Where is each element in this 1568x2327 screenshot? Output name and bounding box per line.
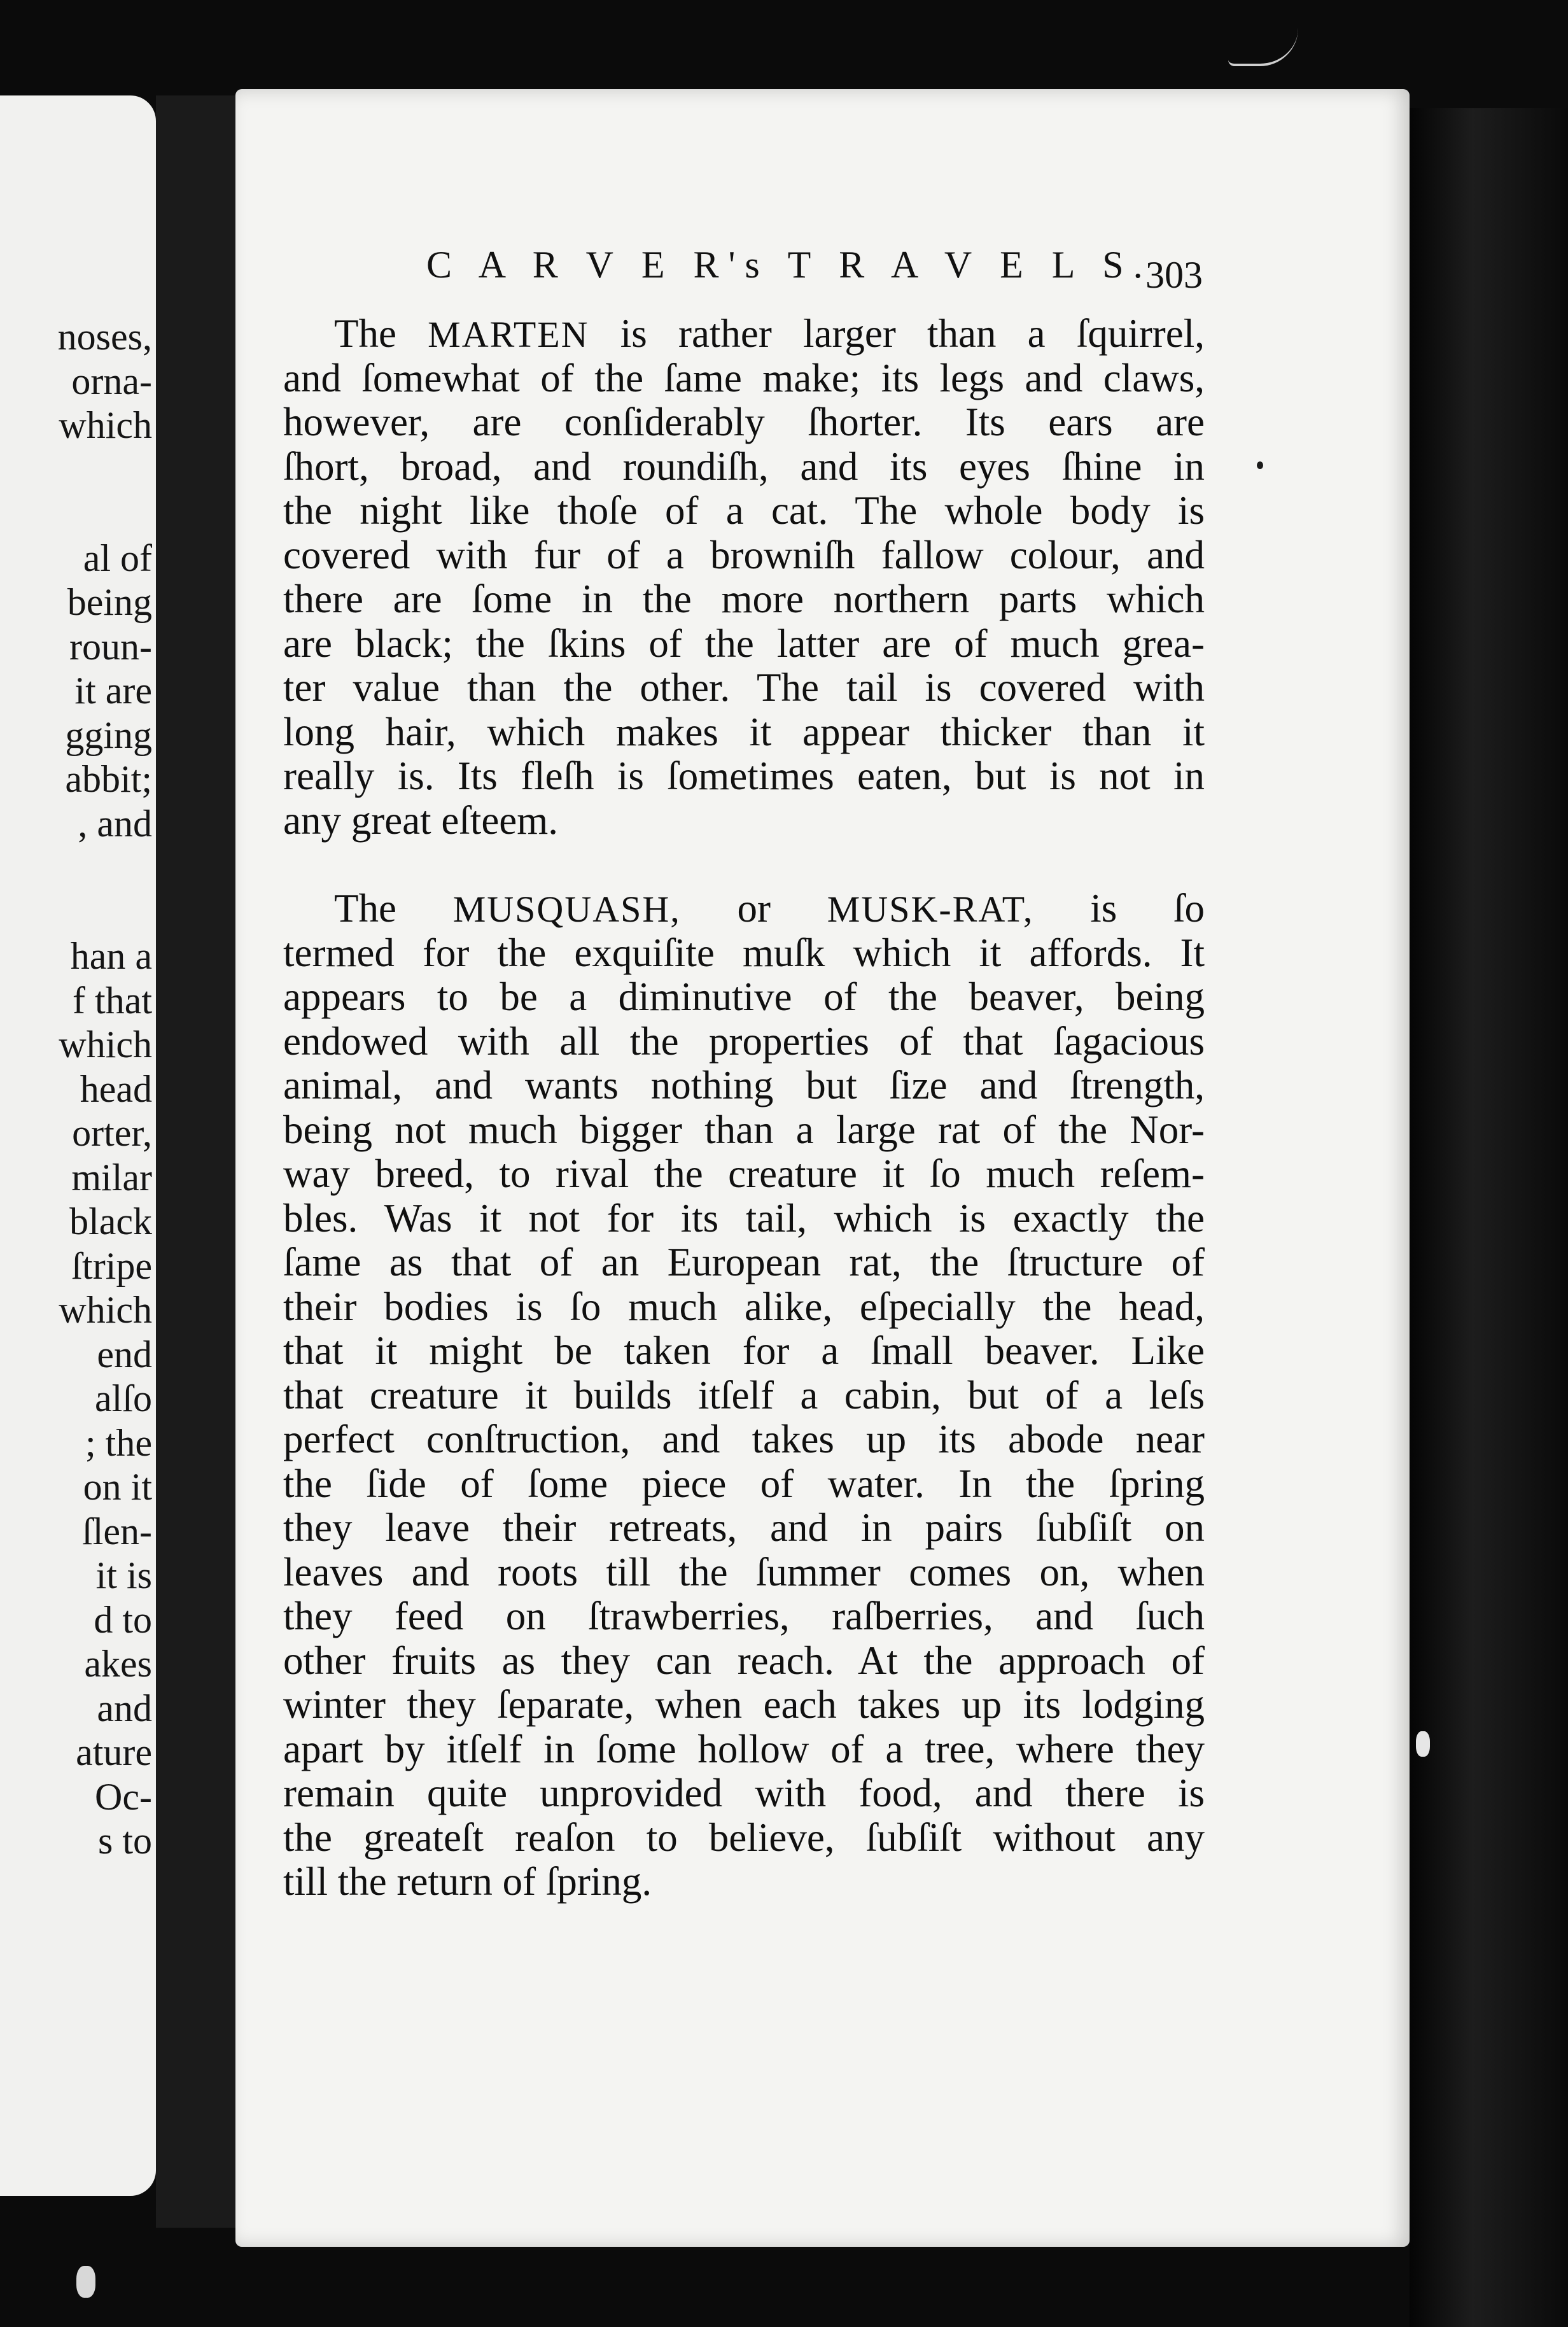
text-line: appears to be a diminutive of the beaver, being — [283, 974, 1205, 1019]
previous-page-line: it is — [95, 1554, 152, 1596]
text-fragment: is rather larger than a ſquirrel, — [589, 311, 1205, 356]
previous-page-line: and — [97, 1687, 152, 1729]
text-line: way breed, to rival the creature it ſo much reſem- — [283, 1151, 1205, 1196]
previous-page-line: Oc- — [95, 1775, 152, 1818]
text-line: the night like thoſe of a cat. The whole body is — [283, 488, 1205, 533]
text-line: however, are conſiderably ſhorter. Its ears are — [283, 400, 1205, 444]
scan-speck — [1257, 461, 1263, 469]
text-line: the ſide of ſome piece of water. In the ſpring — [283, 1461, 1205, 1506]
text-line: and ſomewhat of the ſame make; its legs and claws, — [283, 355, 1205, 400]
previous-page-line: orter, — [72, 1112, 152, 1154]
previous-page-line: ſlen- — [82, 1510, 152, 1552]
text-line: there are ſome in the more northern parts which — [283, 577, 1205, 621]
running-head — [426, 243, 1152, 287]
previous-page-line: alſo — [95, 1377, 152, 1419]
text-line: covered with fur of a browniſh fallow colour, and — [283, 532, 1205, 577]
previous-page-line: ſtripe — [71, 1244, 152, 1287]
previous-page-text — [0, 95, 156, 1864]
paragraph-musquash — [283, 887, 1205, 1904]
previous-page-line: it are — [74, 670, 152, 712]
text-line: endowed with all the properties of that ſagacious — [283, 1018, 1205, 1064]
animal-name: MUSQUASH, — [452, 889, 681, 930]
previous-page-line: noses, — [57, 316, 152, 358]
text-line: being not much bigger than a large rat of the Nor- — [283, 1107, 1205, 1152]
scan-speck — [76, 2266, 95, 2298]
previous-page-line: which — [59, 1289, 152, 1331]
text-line: their bodies is ſo much alike, eſpecially the head, — [283, 1284, 1205, 1329]
text-line: long hair, which makes it appear thicker than it — [283, 709, 1205, 754]
previous-page-edge — [0, 95, 156, 2196]
text-line: are black; the ſkins of the latter are of much grea- — [283, 621, 1205, 666]
previous-page-line: being — [67, 581, 152, 623]
page-number: 303 — [1145, 254, 1203, 296]
text-line — [283, 312, 1205, 356]
previous-page-line — [0, 448, 152, 493]
previous-page-line: ; the — [85, 1421, 152, 1464]
previous-page-line: black — [69, 1200, 152, 1242]
previous-page-line: orna- — [71, 360, 152, 402]
lead-word: The — [334, 311, 396, 356]
text-line: the greateſt reaſon to believe, ſubſiſt without any — [283, 1815, 1205, 1860]
text-line: any great eſteem. — [283, 798, 559, 843]
text-line: bles. Was it not for its tail, which is exactly the — [283, 1195, 1205, 1241]
previous-page-line: end — [97, 1333, 152, 1375]
previous-page-line: abbit; — [65, 758, 152, 800]
lead-word: The — [334, 886, 396, 931]
previous-page-line — [0, 492, 152, 537]
previous-page-line: al of — [83, 537, 152, 579]
previous-page-line: f that — [73, 979, 152, 1022]
animal-name-alt: MUSK-RAT, — [827, 889, 1034, 930]
scan-speck — [1416, 1731, 1430, 1757]
text-line: termed for the exquiſite muſk which it affords. It — [283, 930, 1205, 975]
previous-page-line: roun- — [69, 625, 152, 668]
text-line: ſame as that of an European rat, the ſtructure of — [283, 1240, 1205, 1284]
text-line: really is. Its fleſh is ſometimes eaten, but is not in — [283, 754, 1205, 798]
previous-page-line: head — [80, 1067, 152, 1110]
text-line: ter value than the other. The tail is covered with — [283, 665, 1205, 710]
previous-page-line: gging — [65, 714, 152, 756]
previous-page-line: , and — [78, 802, 152, 845]
previous-page-line: which — [59, 404, 152, 446]
previous-page-line: s to — [97, 1820, 152, 1862]
text-line: that creature it builds itſelf a cabin, but of a leſs — [283, 1372, 1205, 1417]
running-head-author: C A R V E R's — [426, 244, 769, 286]
running-head-title: T R A V E L S. — [787, 244, 1152, 286]
book-gutter — [156, 95, 235, 2228]
text-fragment: or — [680, 886, 827, 931]
previous-page-line: akes — [84, 1643, 152, 1685]
text-line: remain quite unprovided with food, and there is — [283, 1771, 1205, 1815]
previous-page-line: han a — [70, 935, 152, 977]
text-line: till the return of ſpring. — [283, 1859, 652, 1904]
text-line: they feed on ſtrawberries, raſberries, and ſuch — [283, 1594, 1205, 1638]
text-fragment: is ſo — [1033, 886, 1205, 931]
text-line: leaves and roots till the ſummer comes on, when — [283, 1549, 1205, 1594]
text-line: they leave their retreats, and in pairs ſubſiſt on — [283, 1505, 1205, 1550]
previous-page-line: milar — [71, 1156, 152, 1199]
previous-page-line: which — [59, 1023, 152, 1065]
text-line: winter they ſeparate, when each takes up its lodging — [283, 1682, 1205, 1727]
previous-page-line — [0, 846, 152, 890]
text-line: that it might be taken for a ſmall beaver. Like — [283, 1328, 1205, 1373]
text-line: perfect conſtruction, and takes up its abode near — [283, 1417, 1205, 1461]
text-line: apart by itſelf in ſome hollow of a tree, where they — [283, 1726, 1205, 1771]
text-line: ſhort, broad, and roundiſh, and its eyes ſhine in — [283, 444, 1205, 489]
animal-name: MARTEN — [428, 314, 589, 355]
book-right-edge — [1410, 108, 1568, 2327]
text-line — [283, 887, 1205, 931]
previous-page-line — [0, 890, 152, 935]
previous-page-line: ature — [76, 1731, 152, 1773]
previous-page-line: d to — [94, 1598, 152, 1641]
text-line: other fruits as they can reach. At the approach of — [283, 1638, 1205, 1683]
paragraph-marten — [283, 312, 1205, 843]
text-line: animal, and wants nothing but ſize and ſtrength, — [283, 1063, 1205, 1107]
previous-page-line: on it — [83, 1466, 152, 1508]
